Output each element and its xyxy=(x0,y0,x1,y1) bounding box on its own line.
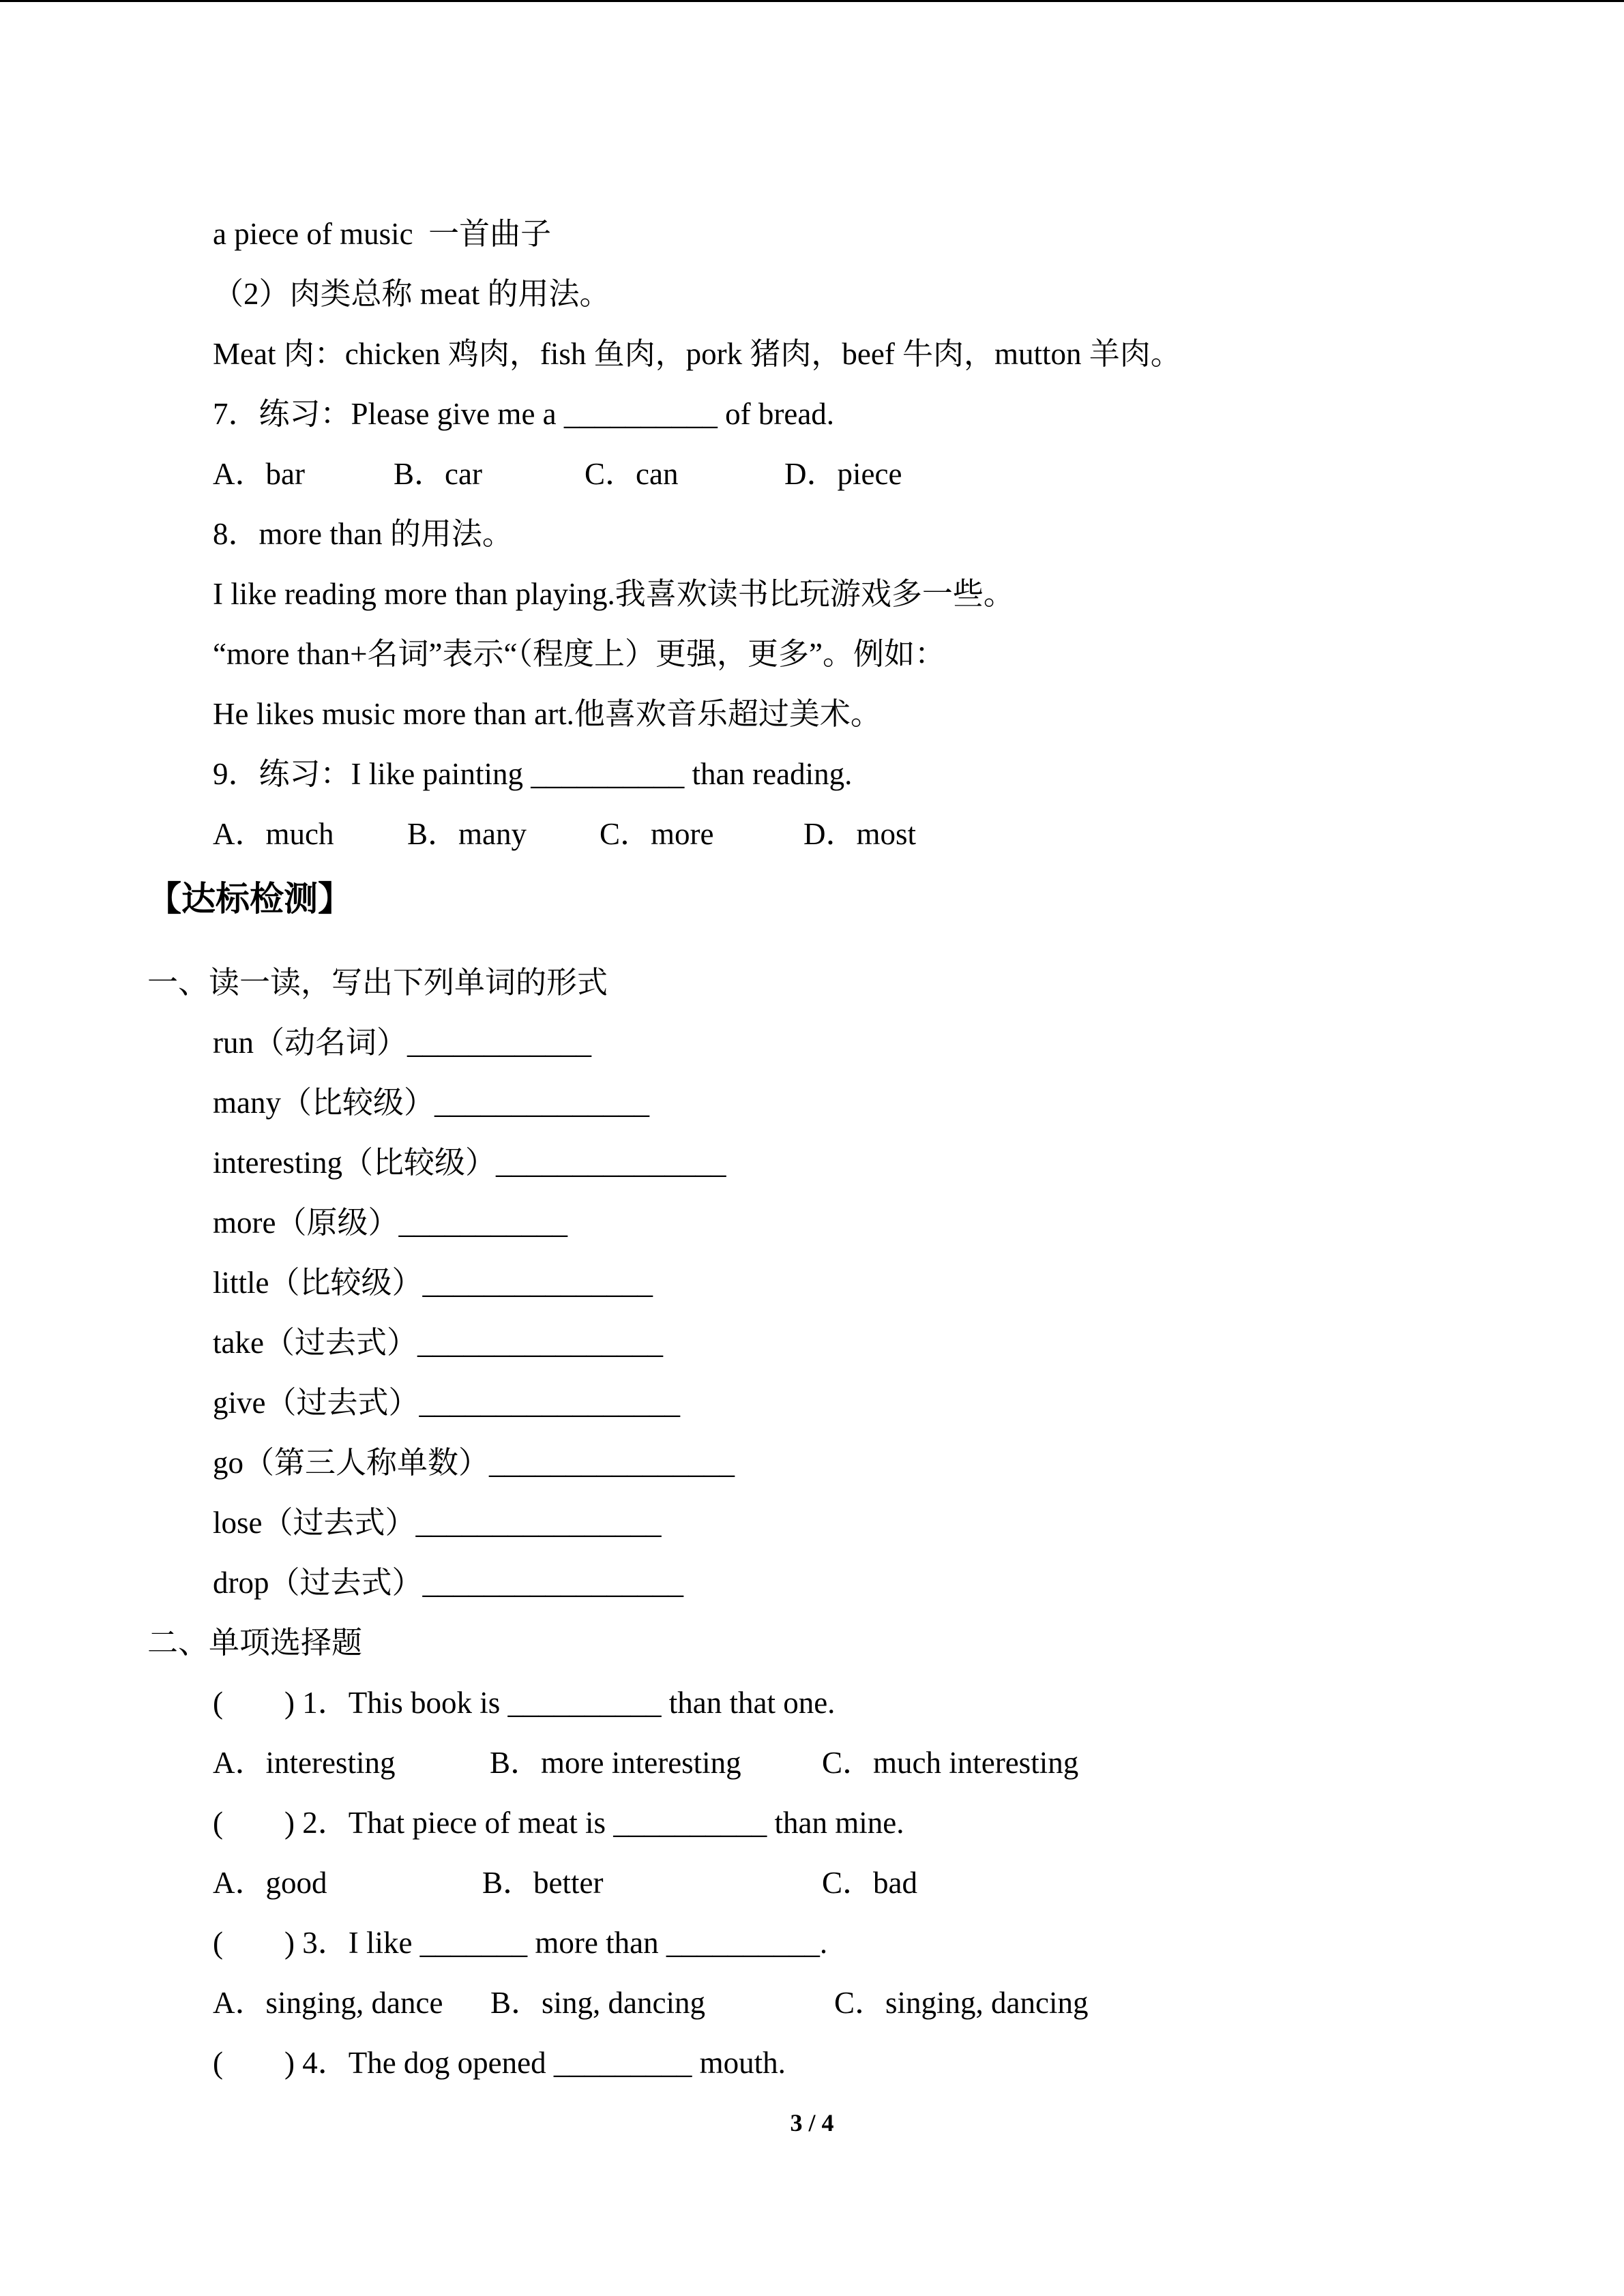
section-title: 【达标检测】 xyxy=(147,879,352,919)
option: B．many xyxy=(407,817,527,851)
text-line: a piece of music 一首曲子 xyxy=(213,217,552,251)
option: D．piece xyxy=(784,457,902,491)
exercise-7-options xyxy=(213,453,902,494)
question-1: ( ) 1．This book is __________ than that one. xyxy=(213,1686,836,1720)
word-item: give（过去式）_________________ xyxy=(213,1386,680,1420)
word-item: more（原级）___________ xyxy=(213,1206,567,1240)
text-line: He likes music more than art.他喜欢音乐超过美术。 xyxy=(213,697,881,731)
option: C．much interesting xyxy=(822,1746,1079,1780)
option: C．can xyxy=(585,457,679,491)
option: B．car xyxy=(394,457,482,491)
question-4: ( ) 4．The dog opened _________ mouth. xyxy=(213,2046,786,2080)
option: D．most xyxy=(803,817,917,851)
question-1-options xyxy=(213,1742,1079,1783)
text-line: 8．more than 的用法。 xyxy=(213,517,513,551)
exercise-9-options xyxy=(213,814,917,854)
word-item: take（过去式）________________ xyxy=(213,1326,663,1360)
option: A．good xyxy=(213,1866,327,1900)
exercise-7: 7．练习：Please give me a __________ of bread. xyxy=(213,397,835,431)
question-3-options xyxy=(213,1982,1089,2023)
page-number: 3 / 4 xyxy=(790,2109,834,2136)
question-2: ( ) 2．That piece of meat is __________ than mine. xyxy=(213,1806,904,1840)
part1-title: 一、读一读，写出下列单词的形式 xyxy=(147,966,608,1000)
text-line: Meat 肉：chicken 鸡肉，fish 鱼肉，pork 猪肉，beef 牛肉，mutton 羊肉。 xyxy=(213,337,1181,371)
word-item: go（第三人称单数）________________ xyxy=(213,1446,735,1480)
option: A．interesting xyxy=(213,1746,396,1780)
text-line: （2）肉类总称 meat 的用法。 xyxy=(213,277,610,311)
top-border xyxy=(0,0,1624,2)
word-item: little（比较级）_______________ xyxy=(213,1266,653,1300)
option: C．more xyxy=(600,817,714,851)
word-item: interesting（比较级）_______________ xyxy=(213,1146,726,1180)
option: A．much xyxy=(213,817,334,851)
option: C．bad xyxy=(822,1866,917,1900)
text-line: I like reading more than playing.我喜欢读书比玩游戏多一些。 xyxy=(213,577,1014,611)
part2-title: 二、单项选择题 xyxy=(147,1626,363,1660)
word-item: lose（过去式）________________ xyxy=(213,1506,662,1540)
question-2-options xyxy=(213,1862,917,1903)
exercise-9: 9．练习：I like painting __________ than reading. xyxy=(213,757,853,791)
text-line: “more than+名词”表示“（程度上）更强，更多”。例如： xyxy=(213,637,945,671)
option: B．better xyxy=(482,1866,604,1900)
option: C．singing, dancing xyxy=(834,1986,1089,2020)
option: A．singing, dance xyxy=(213,1986,443,2020)
word-item: many（比较级）______________ xyxy=(213,1086,649,1120)
word-item: drop（过去式）_________________ xyxy=(213,1566,683,1600)
option: A．bar xyxy=(213,457,305,491)
option: B．sing, dancing xyxy=(490,1986,705,2020)
option: B．more interesting xyxy=(490,1746,741,1780)
word-item: run（动名词）____________ xyxy=(213,1026,591,1060)
question-3: ( ) 3．I like _______ more than __________. xyxy=(213,1926,828,1960)
